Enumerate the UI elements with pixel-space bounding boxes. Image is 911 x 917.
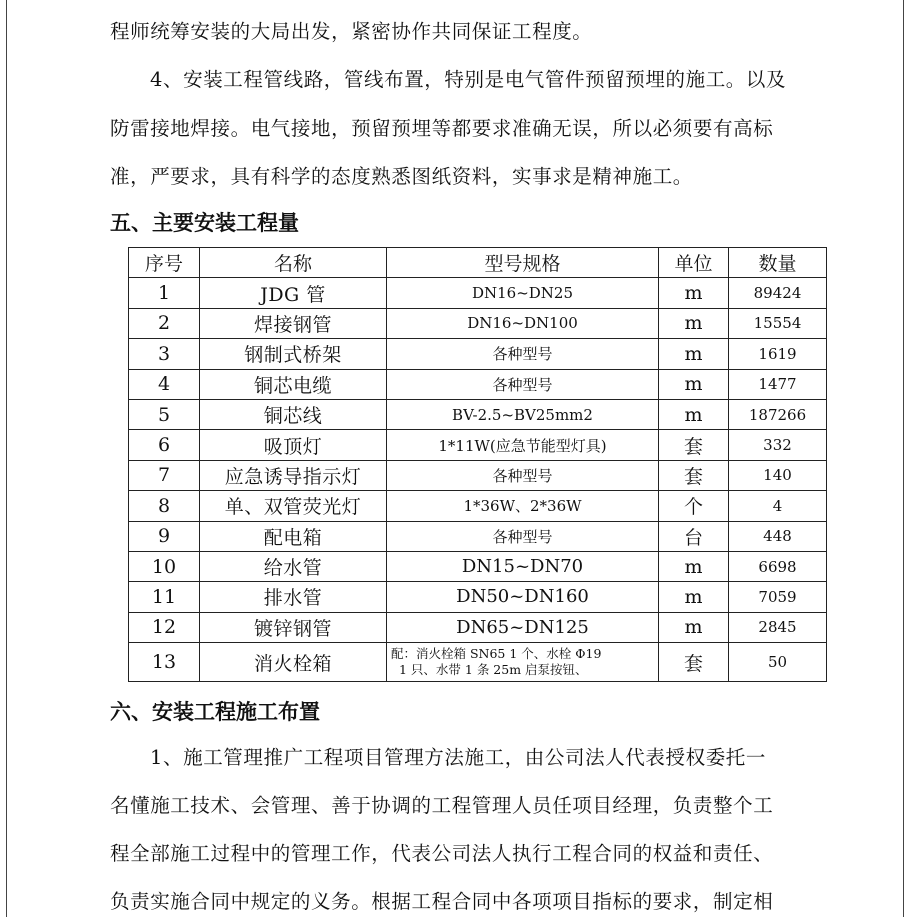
- cell-spec: BV-2.5~BV25mm2: [387, 399, 659, 429]
- table-row: [129, 369, 827, 399]
- cell-no: 9: [129, 521, 200, 551]
- cell-name: 排水管: [200, 582, 387, 612]
- cell-name: 吸顶灯: [200, 430, 387, 460]
- cell-spec: 各种型号: [387, 460, 659, 490]
- cell-no: 8: [129, 491, 200, 521]
- table-header-row: [129, 248, 827, 278]
- cell-qty: 140: [729, 460, 827, 490]
- cell-name: 单、双管荧光灯: [200, 491, 387, 521]
- cell-spec: 各种型号: [387, 369, 659, 399]
- cell-no: 6: [129, 430, 200, 460]
- cell-spec: DN16~DN100: [387, 308, 659, 338]
- cell-unit: m: [659, 399, 729, 429]
- cell-qty: 2845: [729, 612, 827, 642]
- cell-name: JDG 管: [200, 278, 387, 308]
- cell-no: 10: [129, 551, 200, 581]
- cell-name: 铜芯线: [200, 399, 387, 429]
- table-row: [129, 582, 827, 612]
- header-unit: 单位: [659, 248, 729, 278]
- spec-note-line: 配：消火栓箱 SN65 1 个、水栓 Φ19: [391, 646, 602, 662]
- cell-name: 钢制式桥架: [200, 339, 387, 369]
- cell-name: 配电箱: [200, 521, 387, 551]
- cell-spec: DN16~DN25: [387, 278, 659, 308]
- table-row: [129, 643, 827, 682]
- paragraph-line: 程全部施工过程中的管理工作，代表公司法人执行工程合同的权益和责任、: [110, 842, 774, 865]
- cell-spec: DN15~DN70: [387, 551, 659, 581]
- cell-no: 1: [129, 278, 200, 308]
- table-row: [129, 399, 827, 429]
- cell-unit: 套: [659, 430, 729, 460]
- cell-unit: m: [659, 582, 729, 612]
- table-row: [129, 278, 827, 308]
- table-row: [129, 460, 827, 490]
- paragraph-line: 负责实施合同中规定的义务。根据工程合同中各项项目指标的要求，制定相: [110, 890, 774, 913]
- table-row: [129, 491, 827, 521]
- cell-unit: 套: [659, 643, 729, 682]
- cell-name: 焊接钢管: [200, 308, 387, 338]
- table-row: [129, 551, 827, 581]
- cell-qty: 448: [729, 521, 827, 551]
- header-spec: 型号规格: [387, 248, 659, 278]
- cell-spec: 1*36W、2*36W: [387, 491, 659, 521]
- header-no: 序号: [129, 248, 200, 278]
- page-border-left: [6, 0, 7, 917]
- cell-qty: 89424: [729, 278, 827, 308]
- cell-spec: DN50~DN160: [387, 582, 659, 612]
- cell-qty: 1619: [729, 339, 827, 369]
- cell-no: 7: [129, 460, 200, 490]
- cell-unit: m: [659, 369, 729, 399]
- paragraph-line: 防雷接地焊接。电气接地，预留预埋等都要求准确无误，所以必须要有高标: [110, 117, 774, 140]
- table-row: [129, 430, 827, 460]
- page-border-right: [903, 0, 904, 917]
- table-row: [129, 339, 827, 369]
- cell-no: 2: [129, 308, 200, 338]
- cell-unit: m: [659, 278, 729, 308]
- cell-qty: 332: [729, 430, 827, 460]
- table-row: [129, 612, 827, 642]
- cell-name: 给水管: [200, 551, 387, 581]
- header-qty: 数量: [729, 248, 827, 278]
- cell-unit: 台: [659, 521, 729, 551]
- header-name: 名称: [200, 248, 387, 278]
- paragraph-line: 1、施工管理推广工程项目管理方法施工，由公司法人代表授权委托一: [150, 746, 767, 769]
- table-row: [129, 521, 827, 551]
- quantity-table: [128, 247, 827, 682]
- cell-qty: 6698: [729, 551, 827, 581]
- cell-spec: [387, 643, 659, 682]
- cell-unit: m: [659, 551, 729, 581]
- paragraph-line: 名懂施工技术、会管理、善于协调的工程管理人员任项目经理，负责整个工: [110, 794, 774, 817]
- cell-unit: m: [659, 308, 729, 338]
- section-heading: 五、主要安装工程量: [110, 210, 299, 235]
- cell-name: 铜芯电缆: [200, 369, 387, 399]
- paragraph-line: 程师统筹安装的大局出发，紧密协作共同保证工程度。: [110, 20, 593, 43]
- table-row: [129, 308, 827, 338]
- section-heading: 六、安装工程施工布置: [110, 699, 320, 724]
- cell-spec: DN65~DN125: [387, 612, 659, 642]
- cell-spec: 各种型号: [387, 521, 659, 551]
- cell-qty: 187266: [729, 399, 827, 429]
- cell-name: 消火栓箱: [200, 643, 387, 682]
- cell-spec: 1*11W(应急节能型灯具): [387, 430, 659, 460]
- paragraph-line: 准，严要求，具有科学的态度熟悉图纸资料，实事求是精神施工。: [110, 165, 693, 188]
- cell-qty: 4: [729, 491, 827, 521]
- cell-unit: m: [659, 612, 729, 642]
- cell-spec: 各种型号: [387, 339, 659, 369]
- cell-name: 应急诱导指示灯: [200, 460, 387, 490]
- cell-no: 13: [129, 643, 200, 682]
- cell-qty: 50: [729, 643, 827, 682]
- cell-qty: 1477: [729, 369, 827, 399]
- cell-qty: 15554: [729, 308, 827, 338]
- spec-note-line: 1 只、水带 1 条 25m 启泵按钮、: [399, 662, 588, 678]
- paragraph-line: 4、安装工程管线路，管线布置，特别是电气管件预留预埋的施工。以及: [150, 68, 787, 91]
- cell-no: 3: [129, 339, 200, 369]
- cell-unit: 个: [659, 491, 729, 521]
- cell-no: 12: [129, 612, 200, 642]
- cell-no: 11: [129, 582, 200, 612]
- cell-no: 4: [129, 369, 200, 399]
- cell-name: 镀锌钢管: [200, 612, 387, 642]
- cell-no: 5: [129, 399, 200, 429]
- cell-qty: 7059: [729, 582, 827, 612]
- cell-unit: m: [659, 339, 729, 369]
- cell-unit: 套: [659, 460, 729, 490]
